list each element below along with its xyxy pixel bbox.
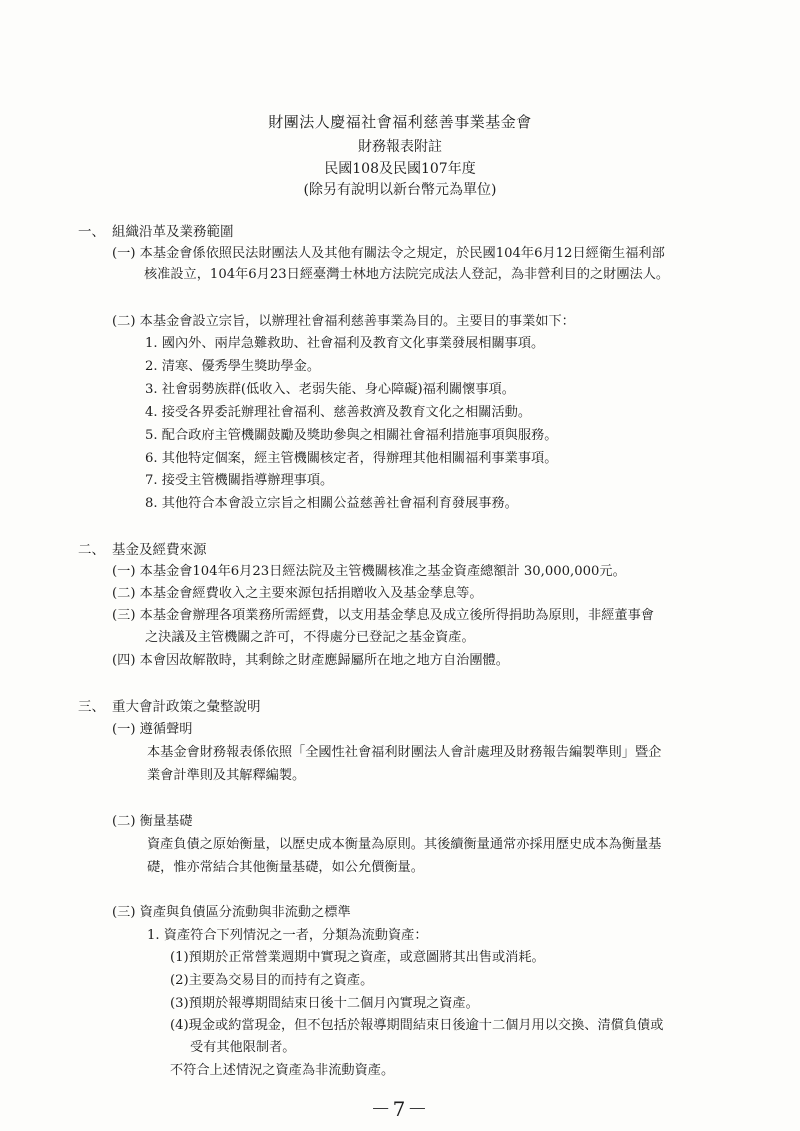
section-2-line1: (一) 本基金會104年6月23日經法院及主管機關核准之基金資產總額計 30,000,000元。	[112, 564, 626, 579]
subsection-b-line2: 礎，惟亦常結合其他衡量基礎，如公允價衡量。	[147, 860, 424, 875]
subsection-c-item1-3: (3)預期於報導期間結束日後十二個月內實現之資產。	[170, 996, 479, 1011]
list-item: 6. 其他特定個案，經主管機關核定者，得辦理其他相關福利事業事項。	[145, 451, 558, 466]
list-item: 2. 清寒、優秀學生獎助學金。	[145, 359, 321, 374]
subsection-b-line1: 資產負債之原始衡量，以歷史成本衡量為原則。其後續衡量通常亦採用歷史成本為衡量基	[147, 837, 662, 852]
document-period: 民國108及民國107年度	[324, 161, 476, 177]
section-1-p2-intro: (二) 本基金會設立宗旨，以辦理社會福利慈善事業為目的。主要目的事業如下：	[112, 314, 575, 329]
list-item: 5. 配合政府主管機關鼓勵及獎助參與之相關社會福利措施事項與服務。	[145, 428, 558, 443]
subsection-c-item1-4b: 受有其他限制者。	[190, 1040, 296, 1055]
section-1-p1-line2: 核准設立，104年6月23日經臺灣士林地方法院完成法人登記，為非營利目的之財團法人。	[144, 267, 670, 282]
list-item: 4. 接受各界委託辦理社會福利、慈善救濟及教育文化之相關活動。	[145, 405, 532, 420]
section-3-number: 三、	[78, 699, 105, 715]
section-2-line2: (二) 本基金會經費收入之主要來源包括捐贈收入及基金孳息等。	[112, 586, 483, 601]
page-number: －7－	[370, 1097, 430, 1121]
subsection-c-title: (三) 資產與負債區分流動與非流動之標準	[112, 905, 351, 920]
section-1-title: 組織沿革及業務範圍	[112, 224, 234, 240]
section-1-p1-line1: (一) 本基金會係依照民法財團法人及其他有關法令之規定，於民國104年6月12日經衛生福利部	[112, 246, 665, 261]
subsection-c-item1: 1. 資產符合下列情況之一者，分類為流動資產：	[147, 928, 428, 943]
document-title: 財團法人慶福社會福利慈善事業基金會	[268, 113, 532, 131]
section-2-line4: (四) 本會因故解散時，其剩餘之財產應歸屬所在地之地方自治團體。	[112, 653, 509, 668]
list-item: 1. 國內外、兩岸急難救助、社會福利及教育文化事業發展相關事項。	[145, 336, 545, 351]
section-2-number: 二、	[78, 542, 105, 558]
section-3-title: 重大會計政策之彙整說明	[112, 699, 261, 715]
section-1-number: 一、	[78, 224, 105, 240]
list-item: 3. 社會弱勢族群(低收入、老弱失能、身心障礙)福利關懷事項。	[145, 382, 515, 397]
list-item: 7. 接受主管機關指導辦理事項。	[145, 473, 334, 488]
subsection-b-title: (二) 衡量基礎	[112, 814, 193, 829]
subsection-c-item1-2: (2)主要為交易目的而持有之資產。	[170, 973, 374, 988]
section-2-line3b: 之決議及主管機關之許可，不得處分已登記之基金資產。	[145, 630, 475, 645]
subsection-c-item1-4a: (4)現金或約當現金，但不包括於報導期間結束日後逾十二個月用以交換、清償負債或	[170, 1018, 664, 1033]
list-item: 8. 其他符合本會設立宗旨之相關公益慈善社會福利育發展事務。	[145, 496, 518, 511]
document-subtitle: 財務報表附註	[358, 139, 442, 155]
subsection-a-title: (一) 遵循聲明	[112, 722, 193, 737]
subsection-c-note: 不符合上述情況之資產為非流動資產。	[170, 1063, 395, 1078]
section-2-title: 基金及經費來源	[112, 542, 207, 558]
subsection-c-item1-1: (1)預期於正常營業週期中實現之資產，或意圖將其出售或消耗。	[170, 950, 545, 965]
subsection-a-line2: 業會計準則及其解釋編製。	[147, 768, 306, 783]
currency-note: (除另有說明以新台幣元為單位)	[303, 182, 497, 198]
section-2-line3a: (三) 本基金會辦理各項業務所需經費，以支用基金孳息及成立後所得捐助為原則，非經董事會	[112, 608, 654, 623]
subsection-a-line1: 本基金會財務報表係依照「全國性社會福利財團法人會計處理及財務報告編製準則」暨企	[147, 745, 662, 760]
